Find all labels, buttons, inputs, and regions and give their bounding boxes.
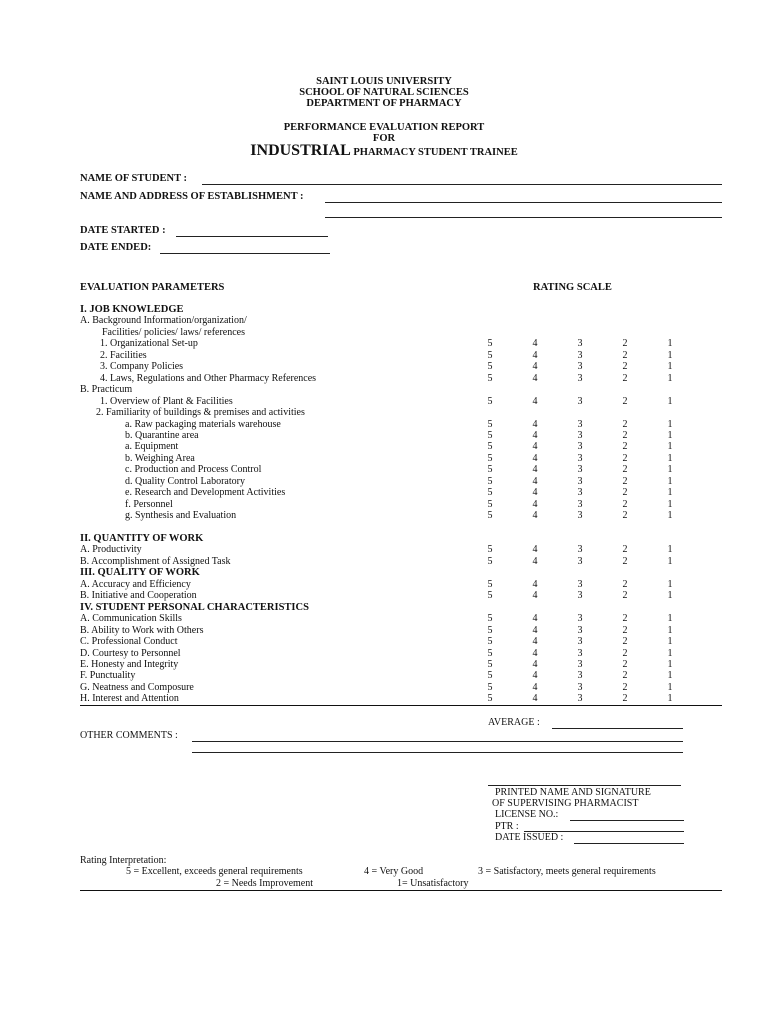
rating-option-5[interactable]: 5 [487, 578, 493, 590]
rating-option-4[interactable]: 4 [532, 349, 538, 361]
rating-option-3[interactable]: 3 [577, 624, 583, 636]
rating-option-5[interactable]: 5 [487, 338, 493, 350]
rating-option-3[interactable]: 3 [577, 613, 583, 625]
other-comments-label: OTHER COMMENTS : [80, 730, 178, 741]
rating-option-2[interactable]: 2 [622, 475, 628, 487]
rating-option-3[interactable]: 3 [577, 647, 583, 659]
rating-option-1[interactable]: 1 [667, 441, 673, 453]
rating-option-4[interactable]: 4 [532, 555, 538, 567]
rating-option-3[interactable]: 3 [577, 464, 583, 476]
rating-option-1[interactable]: 1 [667, 647, 673, 659]
establishment-line-2[interactable] [325, 217, 722, 218]
parameter-label: Facilities/ policies/ laws/ references [102, 326, 246, 338]
rating-option-4[interactable]: 4 [532, 338, 538, 350]
parameter-label: b. Quarantine area [125, 429, 199, 441]
signature-caption: PRINTED NAME AND SIGNATURE [495, 787, 651, 798]
rating-option-1[interactable]: 1 [667, 590, 673, 602]
rating-option-2[interactable]: 2 [622, 372, 628, 384]
rating-option-2[interactable]: 2 [622, 338, 628, 350]
rating-option-2[interactable]: 2 [622, 544, 628, 556]
rating-option-3[interactable]: 3 [577, 395, 583, 407]
rating-option-5[interactable]: 5 [487, 636, 493, 648]
rating-option-5[interactable]: 5 [487, 681, 493, 693]
establishment-label: NAME AND ADDRESS OF ESTABLISHMENT : [80, 191, 304, 202]
rating-option-5[interactable]: 5 [487, 464, 493, 476]
rating-scale-heading: RATING SCALE [533, 282, 612, 293]
date-started-line[interactable] [176, 236, 328, 237]
parameter-label: H. Interest and Attention [80, 693, 179, 705]
parameter-label: E. Honesty and Integrity [80, 658, 179, 670]
rating-option-2[interactable]: 2 [622, 441, 628, 453]
parameter-label: B. Accomplishment of Assigned Task [80, 555, 231, 567]
rating-option-1[interactable]: 1 [667, 624, 673, 636]
rating-option-3[interactable]: 3 [577, 670, 583, 682]
rating-option-5[interactable]: 5 [487, 658, 493, 670]
rating-option-2[interactable]: 2 [622, 361, 628, 373]
title-industrial: INDUSTRIAL [250, 142, 351, 159]
rating-option-1[interactable]: 1 [667, 636, 673, 648]
rating-option-1[interactable]: 1 [667, 372, 673, 384]
rating-option-5[interactable]: 5 [487, 452, 493, 464]
rating-option-1[interactable]: 1 [667, 613, 673, 625]
rating-option-3[interactable]: 3 [577, 590, 583, 602]
rating-option-3[interactable]: 3 [577, 636, 583, 648]
rating-option-1[interactable]: 1 [667, 349, 673, 361]
date-issued-line[interactable] [574, 843, 684, 844]
rating-option-5[interactable]: 5 [487, 395, 493, 407]
parameter-label: g. Synthesis and Evaluation [125, 510, 237, 522]
parameter-label: A. Accuracy and Efficiency [80, 578, 191, 590]
comments-line-1[interactable] [192, 741, 683, 742]
rating-option-3[interactable]: 3 [577, 544, 583, 556]
page-bottom-rule [80, 890, 722, 891]
rating-option-5[interactable]: 5 [487, 487, 493, 499]
date-started-label: DATE STARTED : [80, 225, 166, 236]
university-name: SAINT LOUIS UNIVERSITY [316, 76, 452, 87]
rating-option-4[interactable]: 4 [532, 452, 538, 464]
report-subtitle [0, 142, 768, 159]
average-line[interactable] [552, 728, 683, 729]
department-name: DEPARTMENT OF PHARMACY [306, 98, 462, 109]
parameter-label: B. Initiative and Cooperation [80, 590, 197, 602]
rating-option-4[interactable]: 4 [532, 578, 538, 590]
section-heading: III. QUALITY OF WORK [80, 567, 200, 579]
rating-option-1[interactable]: 1 [667, 452, 673, 464]
rating-option-5[interactable]: 5 [487, 613, 493, 625]
rating-option-3[interactable]: 3 [577, 372, 583, 384]
parameter-label: A. Productivity [80, 544, 142, 556]
rating-option-2[interactable]: 2 [622, 693, 628, 705]
rating-option-4[interactable]: 4 [532, 681, 538, 693]
rating-option-3[interactable]: 3 [577, 693, 583, 705]
rating-option-2[interactable]: 2 [622, 578, 628, 590]
parameter-label: d. Quality Control Laboratory [125, 475, 245, 487]
parameter-label: C. Professional Conduct [80, 636, 178, 648]
parameter-label: c. Production and Process Control [125, 464, 262, 476]
rating-option-5[interactable]: 5 [487, 349, 493, 361]
rating-option-3[interactable]: 3 [577, 452, 583, 464]
signature-caption-2: OF SUPERVISING PHARMACIST [492, 798, 639, 809]
rating-option-4[interactable]: 4 [532, 418, 538, 430]
rating-option-5[interactable]: 5 [487, 429, 493, 441]
rating-option-2[interactable]: 2 [622, 464, 628, 476]
rating-option-5[interactable]: 5 [487, 670, 493, 682]
rating-option-3[interactable]: 3 [577, 487, 583, 499]
rating-option-4[interactable]: 4 [532, 510, 538, 522]
rating-option-4[interactable]: 4 [532, 361, 538, 373]
rating-option-3[interactable]: 3 [577, 338, 583, 350]
rating-option-1[interactable]: 1 [667, 510, 673, 522]
rating-option-4[interactable]: 4 [532, 544, 538, 556]
interpretation-heading: Rating Interpretation: [80, 855, 167, 866]
rating-option-1[interactable]: 1 [667, 429, 673, 441]
parameter-label: B. Practicum [80, 384, 133, 396]
report-title: PERFORMANCE EVALUATION REPORT [283, 122, 485, 133]
rating-option-4[interactable]: 4 [532, 590, 538, 602]
rating-option-1[interactable]: 1 [667, 555, 673, 567]
parameter-label: 1. Organizational Set-up [100, 338, 198, 350]
parameter-label: G. Neatness and Composure [80, 681, 194, 693]
interpretation-3: 3 = Satisfactory, meets general requirements [478, 866, 656, 877]
rating-option-1[interactable]: 1 [667, 338, 673, 350]
ptr-label: PTR : [495, 821, 519, 832]
rating-option-2[interactable]: 2 [622, 681, 628, 693]
rating-option-3[interactable]: 3 [577, 498, 583, 510]
rating-option-4[interactable]: 4 [532, 441, 538, 453]
title-rest: PHARMACY STUDENT TRAINEE [353, 147, 518, 158]
rating-option-1[interactable]: 1 [667, 361, 673, 373]
comments-line-2[interactable] [192, 752, 683, 753]
rating-option-5[interactable]: 5 [487, 372, 493, 384]
rating-option-5[interactable]: 5 [487, 647, 493, 659]
rating-option-3[interactable]: 3 [577, 555, 583, 567]
rating-option-2[interactable]: 2 [622, 590, 628, 602]
rating-option-1[interactable]: 1 [667, 681, 673, 693]
rating-option-1[interactable]: 1 [667, 658, 673, 670]
rating-option-5[interactable]: 5 [487, 555, 493, 567]
rating-option-1[interactable]: 1 [667, 487, 673, 499]
student-name-label: NAME OF STUDENT : [80, 173, 188, 184]
table-bottom-rule [80, 705, 722, 706]
rating-option-2[interactable]: 2 [622, 349, 628, 361]
parameter-label: D. Courtesy to Personnel [80, 647, 181, 659]
rating-option-3[interactable]: 3 [577, 361, 583, 373]
rating-option-5[interactable]: 5 [487, 693, 493, 705]
rating-option-4[interactable]: 4 [532, 475, 538, 487]
parameter-label: 2. Facilities [100, 349, 147, 361]
rating-option-1[interactable]: 1 [667, 475, 673, 487]
rating-option-4[interactable]: 4 [532, 487, 538, 499]
date-ended-label: DATE ENDED: [80, 242, 152, 253]
rating-option-2[interactable]: 2 [622, 647, 628, 659]
parameter-label: B. Ability to Work with Others [80, 624, 204, 636]
rating-option-5[interactable]: 5 [487, 475, 493, 487]
parameter-label: 2. Familiarity of buildings & premises and activities [96, 407, 305, 419]
parameter-label: f. Personnel [125, 498, 173, 510]
parameter-label: 4. Laws, Regulations and Other Pharmacy References [100, 372, 317, 384]
rating-option-3[interactable]: 3 [577, 418, 583, 430]
rating-option-4[interactable]: 4 [532, 395, 538, 407]
parameter-label: A. Background Information/organization/ [80, 315, 247, 327]
rating-option-2[interactable]: 2 [622, 498, 628, 510]
rating-option-2[interactable]: 2 [622, 670, 628, 682]
rating-option-4[interactable]: 4 [532, 636, 538, 648]
parameter-label: e. Research and Development Activities [125, 487, 286, 499]
rating-option-2[interactable]: 2 [622, 452, 628, 464]
rating-option-4[interactable]: 4 [532, 647, 538, 659]
rating-option-3[interactable]: 3 [577, 475, 583, 487]
rating-option-3[interactable]: 3 [577, 429, 583, 441]
parameters-heading: EVALUATION PARAMETERS [80, 282, 225, 293]
rating-option-2[interactable]: 2 [622, 429, 628, 441]
rating-option-4[interactable]: 4 [532, 498, 538, 510]
rating-option-3[interactable]: 3 [577, 510, 583, 522]
rating-option-4[interactable]: 4 [532, 624, 538, 636]
interpretation-4: 4 = Very Good [364, 866, 424, 877]
license-line[interactable] [570, 820, 684, 821]
rating-option-4[interactable]: 4 [532, 372, 538, 384]
rating-option-4[interactable]: 4 [532, 464, 538, 476]
rating-option-1[interactable]: 1 [667, 578, 673, 590]
rating-option-5[interactable]: 5 [487, 418, 493, 430]
rating-option-1[interactable]: 1 [667, 395, 673, 407]
rating-option-2[interactable]: 2 [622, 613, 628, 625]
establishment-line-1[interactable] [325, 202, 722, 203]
parameter-label: F. Punctuality [80, 670, 136, 682]
rating-option-2[interactable]: 2 [622, 624, 628, 636]
rating-option-3[interactable]: 3 [577, 681, 583, 693]
parameter-label: 3. Company Policies [100, 361, 184, 373]
average-label: AVERAGE : [488, 717, 540, 728]
rating-option-1[interactable]: 1 [667, 464, 673, 476]
rating-option-4[interactable]: 4 [532, 670, 538, 682]
parameter-label: 1. Overview of Plant & Facilities [100, 395, 233, 407]
rating-option-1[interactable]: 1 [667, 670, 673, 682]
rating-option-5[interactable]: 5 [487, 361, 493, 373]
rating-option-2[interactable]: 2 [622, 636, 628, 648]
rating-option-4[interactable]: 4 [532, 613, 538, 625]
rating-option-2[interactable]: 2 [622, 510, 628, 522]
rating-option-5[interactable]: 5 [487, 590, 493, 602]
rating-option-4[interactable]: 4 [532, 429, 538, 441]
rating-option-4[interactable]: 4 [532, 658, 538, 670]
rating-option-1[interactable]: 1 [667, 418, 673, 430]
section-heading: II. QUANTITY OF WORK [80, 533, 204, 544]
school-name: SCHOOL OF NATURAL SCIENCES [299, 87, 469, 98]
student-name-line[interactable] [202, 184, 722, 185]
rating-option-3[interactable]: 3 [577, 349, 583, 361]
rating-option-5[interactable]: 5 [487, 544, 493, 556]
section-heading: IV. STUDENT PERSONAL CHARACTERISTICS [80, 601, 309, 613]
rating-option-2[interactable]: 2 [622, 658, 628, 670]
report-for: FOR [372, 133, 396, 144]
rating-option-5[interactable]: 5 [487, 510, 493, 522]
parameter-label: b. Weighing Area [125, 452, 195, 464]
parameter-label: A. Communication Skills [80, 613, 182, 625]
rating-option-4[interactable]: 4 [532, 693, 538, 705]
date-issued-label: DATE ISSUED : [495, 832, 564, 843]
date-ended-line[interactable] [160, 253, 330, 254]
section-heading: I. JOB KNOWLEDGE [80, 304, 184, 315]
rating-option-2[interactable]: 2 [622, 487, 628, 499]
rating-option-3[interactable]: 3 [577, 578, 583, 590]
rating-option-1[interactable]: 1 [667, 498, 673, 510]
rating-option-3[interactable]: 3 [577, 658, 583, 670]
rating-option-2[interactable]: 2 [622, 418, 628, 430]
license-label: LICENSE NO.: [495, 809, 559, 820]
rating-option-2[interactable]: 2 [622, 555, 628, 567]
rating-option-5[interactable]: 5 [487, 498, 493, 510]
parameter-label: a. Raw packaging materials warehouse [125, 418, 281, 430]
interpretation-2: 2 = Needs Improvement [216, 878, 314, 889]
rating-option-3[interactable]: 3 [577, 441, 583, 453]
rating-option-2[interactable]: 2 [622, 395, 628, 407]
rating-option-1[interactable]: 1 [667, 693, 673, 705]
rating-option-5[interactable]: 5 [487, 441, 493, 453]
signature-line[interactable] [488, 785, 681, 786]
interpretation-1: 1= Unsatisfactory [397, 878, 469, 889]
parameter-label: a. Equipment [125, 441, 179, 453]
interpretation-5: 5 = Excellent, exceeds general requirements [126, 866, 303, 877]
rating-option-5[interactable]: 5 [487, 624, 493, 636]
rating-option-1[interactable]: 1 [667, 544, 673, 556]
